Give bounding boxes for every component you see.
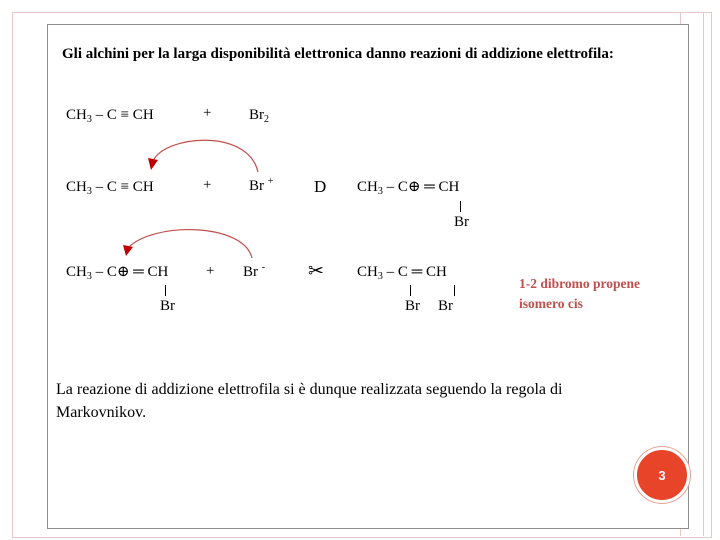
conclusion-text: La reazione di addizione elettrofila si è dunque realizzata seguendo la regola di Markovnikov. (56, 381, 563, 421)
electron-arrowhead-2 (123, 245, 133, 256)
row3-reagent-substituent: Br (160, 298, 175, 314)
row3-product-substituent-1: Br (405, 298, 420, 314)
row2-product: $CH_3$ – C⊕ ═ CH (357, 179, 460, 197)
row3-reagent: $CH_3$ – C⊕ ═ CH (66, 264, 169, 282)
row2-product-substituent: Br (454, 214, 469, 230)
row2-reagent: $CH_3$ – C ≡ CH (66, 179, 154, 197)
row3-product: $CH_3$ – C ═ CH (357, 264, 447, 282)
row3-product-substituent-2: Br (438, 298, 453, 314)
page-number-badge: 3 (634, 447, 690, 503)
row3-nucleophile: Br - (243, 262, 266, 280)
row1-electrophile: $Br_2$ (249, 107, 269, 125)
row2-electrophile: Br + (249, 176, 274, 194)
intro-text: Gli alchini per la larga disponibilità elettronica danno reazioni di addizione elettrofila: (62, 46, 614, 62)
row2-plus: + (203, 177, 212, 193)
scissors-icon: ✂ (308, 261, 324, 282)
product-note: 1-2 dibromo propene isomero cis (519, 276, 641, 311)
row3-plus: + (206, 263, 215, 279)
reaction-arrow-glyph: D (314, 177, 327, 196)
row1-reagent: $CH_3$ – C ≡ CH (66, 107, 154, 125)
electron-arrow-2 (128, 230, 252, 258)
row1-plus: + (203, 105, 212, 121)
electron-arrowhead-1 (148, 158, 158, 170)
electron-arrow-1 (153, 140, 258, 172)
